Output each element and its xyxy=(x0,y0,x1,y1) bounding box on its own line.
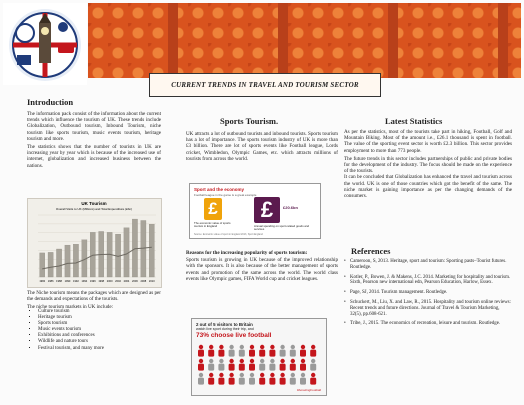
reference-item: • Tribe, J., 2015. The economics of recreation, leisure and tourism. Routledge. xyxy=(344,321,512,327)
right-amount: £20.6bn xyxy=(283,205,298,210)
reference-item: • Cameroon, S, 2013. Heritage, sport and tourism: Sporting pasts–Tourist futures. Routledge. xyxy=(344,259,512,271)
poster-title-text: CURRENT TRENDS IN TRAVEL AND TOURISM SECTOR xyxy=(171,81,359,89)
chart-x-tick-label: 2004 xyxy=(123,280,130,283)
person-body xyxy=(300,364,306,371)
person-head xyxy=(291,373,295,377)
person-body xyxy=(198,378,204,385)
infographic-subheading: Football league in the game is a great example xyxy=(194,193,257,197)
person-head xyxy=(199,373,203,377)
niche-markets-list xyxy=(30,309,104,352)
person-body xyxy=(280,350,286,357)
latest-statistics-text xyxy=(344,129,512,201)
list-item: ▪ Wildlife and nature tours xyxy=(38,339,104,345)
person-head xyxy=(229,373,233,377)
person-body xyxy=(218,378,224,385)
chart-x-tick-label: 2006 xyxy=(132,280,138,283)
sports-tourism-text xyxy=(186,131,338,164)
person-body xyxy=(198,364,204,371)
person-body xyxy=(259,364,265,371)
person-head xyxy=(250,373,254,377)
reasons-paragraph-1: Sports tourism is growing in UK because of the improved relationship with the sponsors. It is also because of the better management of sports events and promotion of the same across the world. The world class events like Olympic games, FIFA World cup and cricket leagues. xyxy=(186,257,338,282)
person-head xyxy=(311,373,315,377)
person-body xyxy=(300,350,306,357)
chart-bar xyxy=(65,245,70,277)
chart-x-tick-label: 2010 xyxy=(148,280,155,283)
stats-paragraph-1: As per the statistics, most of the tourists take part in hiking, Football, Golf and Mountain Biking. Most of the amount i.e., £26.1 thousand is spent in football. The value of the sporting event sector is worth £2.3 billion. This sector provides employment to more than 773 people. xyxy=(344,129,512,154)
reasons-text xyxy=(186,250,338,284)
football-line-1: 2 out of 5 visitors to Britain xyxy=(196,322,253,327)
sports-paragraph-1: UK attracts a lot of outbound tourists and inbound tourists. Sports tourism has a lot of importance. The sports tourism industry of UK is more than £3 billion. There are lot of sports events like Football league, Lords cricket, Wimbledon, Olympic Games, etc. which attracts millions of tourists from across the world. xyxy=(186,131,338,162)
person-head xyxy=(301,373,305,377)
person-head xyxy=(199,345,203,349)
person-head xyxy=(240,359,244,363)
list-item: ▪ Festival tourism, and many more xyxy=(38,346,104,352)
left-caption: The economic value of sports tourism in England xyxy=(194,221,231,229)
right-caption: Annual spending on sport-related goods and services xyxy=(254,224,310,232)
list-item: ▪ Heritage tourism xyxy=(38,315,104,321)
person-body xyxy=(249,350,255,357)
chart-title: UK Tourism xyxy=(81,201,107,206)
introduction-paragraph-2: The statistics shows that the number of tourists in UK are increasing year by year which is because of the increased use of internet, globalization and increased business between the nations. xyxy=(27,144,161,169)
list-item: ▪ Culture tourism xyxy=(38,309,104,315)
person-head xyxy=(209,373,213,377)
person-head xyxy=(311,345,315,349)
pound-orange-icon: £ xyxy=(204,198,222,220)
person-body xyxy=(208,378,214,385)
person-head xyxy=(301,345,305,349)
person-body xyxy=(300,378,306,385)
person-head xyxy=(260,373,264,377)
person-body xyxy=(239,364,245,371)
person-body xyxy=(310,378,316,385)
person-body xyxy=(249,378,255,385)
person-body xyxy=(290,350,296,357)
person-head xyxy=(229,345,233,349)
person-body xyxy=(269,350,275,357)
person-head xyxy=(240,345,244,349)
introduction-heading: Introduction xyxy=(27,97,74,107)
person-head xyxy=(199,359,203,363)
chart-x-tick-label: 1998 xyxy=(98,280,105,283)
chart-bar xyxy=(73,244,78,277)
person-body xyxy=(310,350,316,357)
person-body xyxy=(198,350,204,357)
list-item: ▪ Music events tourism xyxy=(38,327,104,333)
person-body xyxy=(290,378,296,385)
stats-paragraph-3: It can be concluded that Globalization has enhanced the travel and tourism across the world. UK is one of those countries which got the benefit of the same. The niche market is gaining importance as per the changing demands of the consumers. xyxy=(344,174,512,200)
person-head xyxy=(250,359,254,363)
uk-tourism-chart xyxy=(27,198,162,288)
football-line-2: watch live sport during their trip, and xyxy=(196,327,254,331)
chart-x-tick-label: 1988 xyxy=(56,280,62,283)
person-head xyxy=(291,345,295,349)
poster-title xyxy=(149,73,381,97)
football-percentage: 73% choose live football xyxy=(196,332,272,339)
person-head xyxy=(260,345,264,349)
person-head xyxy=(229,359,233,363)
chart-bar xyxy=(40,253,45,277)
person-body xyxy=(280,364,286,371)
latest-statistics-heading: Latest Statistics xyxy=(385,116,443,126)
sports-tourism-heading: Sports Tourism. xyxy=(220,116,279,126)
introduction-paragraph-1: The information pack consist of the information about the current trends which influence the tourism of UK. These trends include Globalization, Outbound tourism, Inbound Tourism, niche tourism like sports tourism, music events tourism, heritage tourism and more. xyxy=(27,111,161,142)
person-head xyxy=(270,359,274,363)
chart-bar xyxy=(132,219,137,277)
person-head xyxy=(219,359,223,363)
chart-x-tick-label: 2008 xyxy=(140,280,147,283)
person-head xyxy=(291,359,295,363)
references-heading: References xyxy=(351,246,391,256)
football-infographic xyxy=(191,318,327,396)
infographic-source: Source: Economic value of sport in England 2013, Sport England xyxy=(194,233,263,236)
person-head xyxy=(280,373,284,377)
person-body xyxy=(229,350,235,357)
chart-x-tick-label: 1986 xyxy=(47,280,54,283)
person-body xyxy=(208,350,214,357)
chart-x-tick-label: 1990 xyxy=(64,280,71,283)
person-body xyxy=(249,364,255,371)
chart-bar xyxy=(141,220,146,277)
person-head xyxy=(311,359,315,363)
chart-x-tick-label: 1992 xyxy=(73,280,79,283)
person-head xyxy=(250,345,254,349)
niche-paragraph-1: The Niche tourism means the packages which are designed as per the demands and expectations of the tourists. xyxy=(27,290,161,303)
reference-item: • Page, SJ, 2014. Tourism management. Routledge. xyxy=(344,290,512,296)
uk-tourism-chart-svg xyxy=(28,199,161,287)
decorative-banner xyxy=(88,3,521,78)
person-body xyxy=(290,364,296,371)
person-head xyxy=(209,359,213,363)
person-body xyxy=(218,350,224,357)
person-body xyxy=(259,378,265,385)
person-head xyxy=(301,359,305,363)
person-head xyxy=(270,373,274,377)
person-head xyxy=(270,345,274,349)
person-body xyxy=(239,378,245,385)
niche-tourism-text xyxy=(27,290,161,311)
introduction-text xyxy=(27,111,161,171)
person-head xyxy=(219,345,223,349)
chart-bar xyxy=(149,224,154,277)
chart-bar xyxy=(56,249,61,277)
sport-economy-infographic xyxy=(189,183,321,239)
person-body xyxy=(218,364,224,371)
person-body xyxy=(259,350,265,357)
person-body xyxy=(280,378,286,385)
stats-paragraph-2: The future trends in this sector includes partnerships of public and private bodies for the development of the industry. The focus should be made on the experience of the tourists. xyxy=(344,155,512,175)
list-item: ▪ Sports tourism xyxy=(38,321,104,327)
crowd-people-icon xyxy=(196,341,322,386)
person-body xyxy=(208,364,214,371)
reference-item: • Schuckert, M., Liu, X. and Law, R., 2015. Hospitality and tourism online reviews: Recent trends and future directions. Journal of Travel & Tourism Marketing, 32(5), pp.608-621. xyxy=(344,300,512,317)
football-hashtag: #AmazingFootball xyxy=(296,388,321,392)
person-body xyxy=(229,364,235,371)
person-body xyxy=(269,378,275,385)
person-head xyxy=(280,345,284,349)
person-head xyxy=(209,345,213,349)
person-head xyxy=(219,373,223,377)
person-body xyxy=(239,350,245,357)
chart-bar xyxy=(48,252,53,277)
chart-subtitle: Overall Visits to UK (Millions) and Total Expenditure (£bn) xyxy=(55,207,133,211)
person-head xyxy=(260,359,264,363)
infographic-heading: Sport and the economy xyxy=(194,187,245,192)
person-head xyxy=(280,359,284,363)
reference-item: • Kotler, P., Bowen, J. & Makens, J.C. 2014. Marketing for hospitality and tourism. Sixth, Pearson new international edn, Pearson Education, Harlow, Essex. xyxy=(344,275,512,287)
reasons-heading: Reasons for the increasing popularity of sports tourism: xyxy=(186,250,308,256)
person-body xyxy=(229,378,235,385)
pound-purple-icon: £ xyxy=(254,197,280,223)
niche-paragraph-2: The niche tourism markets in UK include: xyxy=(27,304,114,311)
chart-x-tick-label: 2000 xyxy=(106,280,113,283)
list-item: ▪ Exhibitions and conferences xyxy=(38,333,104,339)
chart-x-tick-label: 2002 xyxy=(115,280,121,283)
chart-x-tick-label: 1996 xyxy=(89,280,96,283)
person-body xyxy=(269,364,275,371)
person-body xyxy=(310,364,316,371)
london-landmarks-logo xyxy=(3,3,87,85)
chart-x-tick-label: 1994 xyxy=(81,280,88,283)
chart-x-tick-label: 1984 xyxy=(39,280,46,283)
references-list xyxy=(344,259,512,331)
person-head xyxy=(240,373,244,377)
